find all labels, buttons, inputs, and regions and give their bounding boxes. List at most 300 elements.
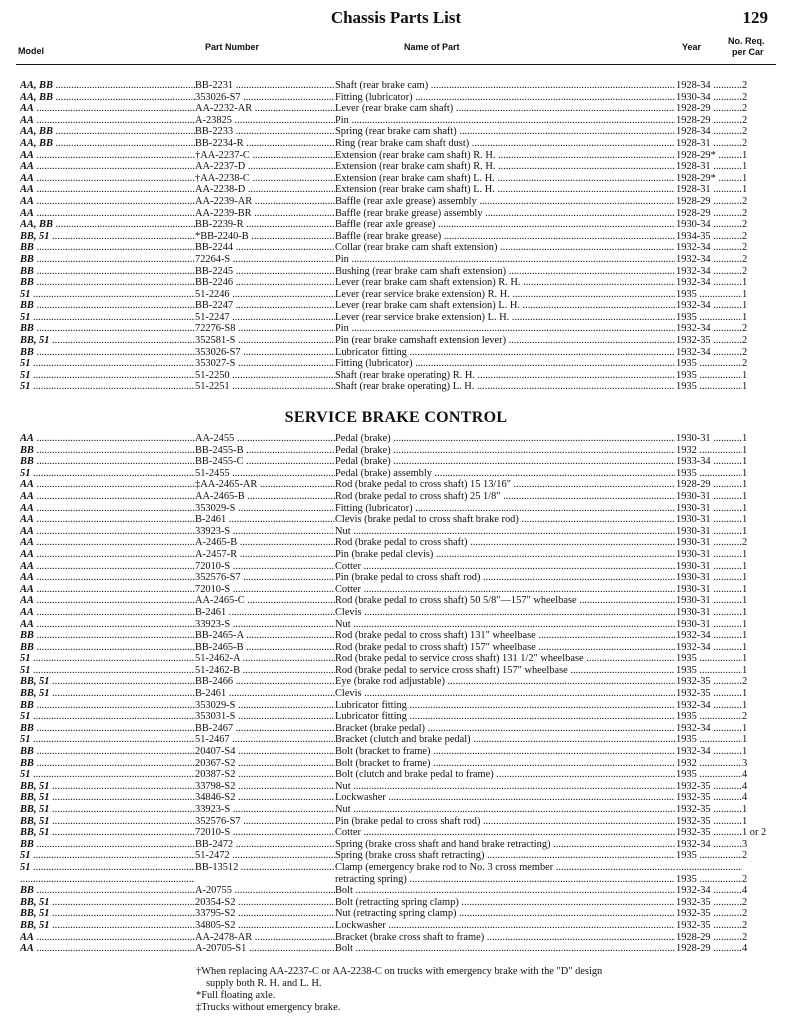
year-cell: 1930-31 ..... (676, 572, 742, 584)
part-name-cell: Lever (rear brake cam shaft) ..... (335, 103, 675, 115)
table-row (0, 688, 792, 700)
model-cell: BB, 51 ..... (20, 792, 195, 804)
year-cell: 1928-34 ..... (676, 126, 742, 138)
part-number-cell: BB-2247 ..... (195, 300, 335, 312)
year-cell: 1935 ..... (676, 289, 742, 301)
table-row (0, 746, 792, 758)
part-name-cell: Lever (rear brake cam shaft extension) R. H. ..... (335, 277, 675, 289)
model-cell: BB ..... (20, 277, 195, 289)
table-row (0, 584, 792, 596)
part-number-cell: 51-2462-A ..... (195, 653, 335, 665)
table-row (0, 561, 792, 573)
part-number-cell: 33798-S2 ..... (195, 781, 335, 793)
part-number-cell: BB-2465-B ..... (195, 642, 335, 654)
part-number-cell: AA-2478-AR ..... (195, 932, 335, 944)
part-number-cell: 353026-S7 ..... (195, 347, 335, 359)
year-cell: 1932-34 ..... (676, 839, 742, 851)
part-number-cell: AA-2239-AR ..... (195, 196, 335, 208)
qty-cell: 2 (742, 253, 748, 265)
qty-cell: 1 (742, 734, 748, 746)
model-cell: AA, BB ..... (20, 219, 195, 231)
part-number-cell: 51-2246 ..... (195, 289, 335, 301)
qty-cell: 1 (742, 369, 748, 381)
qty-cell: 1 (742, 479, 748, 491)
qty-cell: 4 (742, 885, 748, 897)
qty-cell: 1 (742, 444, 748, 456)
part-number-cell: BB-2466 ..... (195, 676, 335, 688)
year-cell: 1932-35 ..... (676, 816, 742, 828)
qty-cell: 1 (742, 502, 748, 514)
year-cell: 1928-29 ..... (676, 196, 742, 208)
table-row (0, 103, 792, 115)
table-row (0, 370, 792, 382)
part-number-cell: 51-2251 ..... (195, 381, 335, 393)
table-row (0, 491, 792, 503)
part-number-cell: 352576-S7 ..... (195, 572, 335, 584)
part-number-cell: BB-2245 ..... (195, 266, 335, 278)
part-name-cell: Bracket (brake cross shaft to frame) ..... (335, 932, 675, 944)
qty-cell: 4 (742, 792, 748, 804)
year-cell: 1935 ..... (676, 370, 742, 382)
model-cell: BB ..... (20, 300, 195, 312)
part-number-cell: 352581-S ..... (195, 335, 335, 347)
part-number-cell: A-2457-R ..... (195, 549, 335, 561)
model-cell: BB ..... (20, 254, 195, 266)
table-row (0, 184, 792, 196)
qty-cell: 3 (742, 757, 748, 769)
year-cell: 1928-31 ..... (676, 184, 742, 196)
model-cell: BB, 51 ..... (20, 908, 195, 920)
model-cell: AA ..... (20, 115, 195, 127)
qty-cell: 1 (742, 664, 748, 676)
part-number-cell: 72010-S ..... (195, 561, 335, 573)
qty-cell: 2 (742, 126, 748, 138)
qty-cell: 2 (742, 103, 748, 115)
table-row (0, 700, 792, 712)
model-cell: AA ..... (20, 503, 195, 515)
table-row (0, 595, 792, 607)
year-cell: 1935 ..... (676, 312, 742, 324)
model-cell: BB, 51 ..... (20, 231, 195, 243)
part-name-cell: Fitting (lubricator) ..... (335, 358, 675, 370)
model-cell: AA ..... (20, 561, 195, 573)
year-cell: 1932 ..... (676, 445, 742, 457)
table-row (0, 839, 792, 851)
qty-cell: 2 (742, 873, 748, 885)
table-row (0, 572, 792, 584)
model-cell: AA, BB ..... (20, 92, 195, 104)
model-cell: BB ..... (20, 445, 195, 457)
model-cell: 51 ..... (20, 381, 195, 393)
model-cell: AA ..... (20, 514, 195, 526)
qty-cell: 4 (742, 943, 748, 955)
part-name-cell: Shaft (rear brake operating) R. H. ..... (335, 370, 675, 382)
year-cell: 1935 ..... (676, 850, 742, 862)
model-cell: AA ..... (20, 619, 195, 631)
part-name-cell: Bolt ..... (335, 943, 675, 955)
part-number-cell: 51-2462-B ..... (195, 665, 335, 677)
qty-cell: 1 (742, 490, 748, 502)
model-cell: BB ..... (20, 456, 195, 468)
year-cell: 1935 ..... (676, 468, 742, 480)
part-name-cell: Pin ..... (335, 323, 675, 335)
part-name-cell: Rod (brake pedal to cross shaft) 157" wheelbase ..... (335, 642, 675, 654)
model-cell: BB ..... (20, 630, 195, 642)
part-name-cell: Clevis ..... (335, 607, 675, 619)
part-name-cell: Extension (rear brake cam shaft) L. H. ..... (335, 184, 675, 196)
part-name-cell: Lubricator fitting ..... (335, 347, 675, 359)
part-name-cell: Nut ..... (335, 526, 675, 538)
part-name-cell: Bushing (rear brake cam shaft extension) ..... (335, 266, 675, 278)
col-name-header: Name of Part (404, 42, 460, 52)
year-cell: 1932-34 ..... (676, 630, 742, 642)
year-cell: 1933-34 ..... (676, 456, 742, 468)
table-row (0, 468, 792, 480)
part-number-cell: BB-2472 ..... (195, 839, 335, 851)
table-row (0, 676, 792, 688)
year-cell (676, 862, 742, 874)
part-number-cell: AA-2232-AR ..... (195, 103, 335, 115)
part-number-cell: 51-2455 ..... (195, 468, 335, 480)
part-name-cell: Pin ..... (335, 115, 675, 127)
table-row (0, 479, 792, 491)
part-number-cell: BB-2455-C ..... (195, 456, 335, 468)
part-name-cell: Cotter ..... (335, 561, 675, 573)
year-cell: 1928-29 ..... (676, 208, 742, 220)
part-number-cell: ‡AA-2465-AR ..... (195, 479, 335, 491)
model-cell: BB ..... (20, 746, 195, 758)
table-row (0, 711, 792, 723)
model-cell: AA, BB ..... (20, 138, 195, 150)
year-cell: 1930-31 ..... (676, 584, 742, 596)
qty-cell: 1 (742, 653, 748, 665)
part-number-cell: 33923-S ..... (195, 526, 335, 538)
footnote-double-dagger: ‡Trucks without emergency brake. (196, 1002, 341, 1013)
model-cell: 51 ..... (20, 850, 195, 862)
part-number-cell: 353031-S ..... (195, 711, 335, 723)
table-row (0, 920, 792, 932)
qty-cell: 1 (742, 311, 748, 323)
table-row (0, 150, 792, 162)
model-cell: BB, 51 ..... (20, 816, 195, 828)
table-row (0, 289, 792, 301)
part-name-cell: Rod (brake pedal to cross shaft) 131" wheelbase ..... (335, 630, 675, 642)
model-cell: AA ..... (20, 943, 195, 955)
model-cell: BB ..... (20, 758, 195, 770)
part-number-cell: BB-2233 ..... (195, 126, 335, 138)
table-row (0, 300, 792, 312)
year-cell: 1935 ..... (676, 711, 742, 723)
table-row (0, 792, 792, 804)
part-number-cell: 353029-S ..... (195, 700, 335, 712)
parts-table-top (0, 80, 792, 393)
table-row (0, 665, 792, 677)
year-cell: 1928-29* ..... (676, 150, 742, 162)
part-number-cell: 353029-S ..... (195, 503, 335, 515)
table-row (0, 254, 792, 266)
qty-cell: 2 (742, 850, 748, 862)
part-number-cell: AA-2239-BR ..... (195, 208, 335, 220)
year-cell: 1930-31 ..... (676, 549, 742, 561)
year-cell: 1930-31 ..... (676, 607, 742, 619)
year-cell: 1928-31 ..... (676, 161, 742, 173)
table-row (0, 607, 792, 619)
qty-cell: 2 (742, 711, 748, 723)
year-cell: 1932-35 ..... (676, 897, 742, 909)
qty-cell: 2 (742, 346, 748, 358)
qty-cell: 2 (742, 207, 748, 219)
model-cell: BB, 51 ..... (20, 688, 195, 700)
table-row (0, 433, 792, 445)
qty-cell: 1 (742, 746, 748, 758)
part-number-cell: 20367-S2 ..... (195, 758, 335, 770)
qty-cell: 3 (742, 838, 748, 850)
model-cell: 51 ..... (20, 468, 195, 480)
model-cell: AA ..... (20, 595, 195, 607)
part-number-cell: B-2461 ..... (195, 688, 335, 700)
model-cell: 51 ..... (20, 358, 195, 370)
footnotes (196, 966, 776, 1014)
part-number-cell: BB-2455-B ..... (195, 445, 335, 457)
year-cell: 1932-35 ..... (676, 676, 742, 688)
model-cell: BB ..... (20, 700, 195, 712)
part-name-cell: Bracket (clutch and brake pedal) ..... (335, 734, 675, 746)
table-row (0, 231, 792, 243)
part-name-cell: Eye (brake rod adjustable) ..... (335, 676, 675, 688)
table-row (0, 138, 792, 150)
qty-cell: 1 (742, 804, 748, 815)
part-number-cell: 72276-S8 ..... (195, 323, 335, 335)
qty-cell: 2 (742, 230, 748, 242)
qty-cell: 1 (742, 699, 748, 711)
qty-cell: 4 (742, 780, 748, 792)
part-name-cell: Bracket (brake pedal) ..... (335, 723, 675, 735)
model-cell: BB ..... (20, 323, 195, 335)
model-cell: 51 ..... (20, 734, 195, 746)
part-number-cell: BB-13512 ..... (195, 862, 335, 874)
year-cell: 1932-34 ..... (676, 700, 742, 712)
year-cell: 1930-31 ..... (676, 503, 742, 515)
year-cell: 1935 ..... (676, 874, 742, 886)
year-cell: 1930-31 ..... (676, 561, 742, 573)
part-number-cell: BB-2234-R ..... (195, 138, 335, 150)
part-name-cell: Spring (rear brake cam shaft) ..... (335, 126, 675, 138)
page-title: Chassis Parts List (330, 8, 462, 27)
year-cell: 1932-35 ..... (676, 827, 742, 839)
header-rule (16, 64, 776, 65)
part-name-cell: Lever (rear service brake extension) R. H. ..... (335, 289, 675, 301)
part-name-cell: Rod (brake pedal to cross shaft) ..... (335, 537, 675, 549)
table-row (0, 196, 792, 208)
part-number-cell: 20387-S2 ..... (195, 769, 335, 781)
page-number: 129 (742, 8, 768, 27)
part-name-cell: Rod (brake pedal to cross shaft) 15 13/16" ..... (335, 479, 675, 491)
year-cell: 1928-29 ..... (676, 479, 742, 491)
part-name-cell: Pin (rear brake camshaft extension lever) ..... (335, 335, 675, 347)
qty-cell: 1 (742, 688, 748, 700)
table-row (0, 619, 792, 631)
year-cell: 1928-29 ..... (676, 932, 742, 944)
qty-cell: 2 (742, 137, 748, 149)
year-cell: 1930-34 ..... (676, 219, 742, 231)
model-cell: BB, 51 ..... (20, 335, 195, 347)
model-cell: BB, 51 ..... (20, 827, 195, 839)
model-cell: 51 ..... (20, 665, 195, 677)
table-row (0, 219, 792, 231)
part-name-cell: Nut (retracting spring clamp) ..... (335, 908, 675, 920)
part-number-cell: †AA-2238-C ..... (195, 173, 335, 185)
table-row (0, 335, 792, 347)
part-name-cell: Baffle (rear brake grease) assembly ..... (335, 208, 675, 220)
part-name-cell: Pin (brake pedal clevis) ..... (335, 549, 675, 561)
part-number-cell: AA-2465-B ..... (195, 491, 335, 503)
part-number-cell: 353026-S7 ..... (195, 92, 335, 104)
model-cell: AA ..... (20, 607, 195, 619)
part-number-cell: 51-2250 ..... (195, 370, 335, 382)
qty-cell: 1 (742, 618, 748, 630)
year-cell: 1932-34 ..... (676, 277, 742, 289)
part-number-cell: AA-2237-D ..... (195, 161, 335, 173)
part-number-cell: 51-2472 ..... (195, 850, 335, 862)
year-cell: 1930-31 ..... (676, 595, 742, 607)
qty-cell: 1 (742, 815, 748, 827)
table-row (0, 908, 792, 920)
table-row (0, 804, 792, 816)
part-name-cell: Pedal (brake) ..... (335, 445, 675, 457)
part-number-cell: A-23825 ..... (195, 115, 335, 127)
year-cell: 1935 ..... (676, 769, 742, 781)
qty-cell: 2 (742, 908, 748, 920)
part-name-cell: Extension (rear brake cam shaft) L. H. ..... (335, 173, 675, 185)
table-row (0, 862, 792, 874)
part-name-cell: Rod (brake pedal to service cross shaft) 157" wheelbase ..... (335, 665, 675, 677)
model-cell: AA ..... (20, 932, 195, 944)
part-number-cell: 20407-S4 ..... (195, 746, 335, 758)
part-number-cell: BB-2246 ..... (195, 277, 335, 289)
table-row (0, 514, 792, 526)
qty-cell: 2 (742, 80, 748, 91)
part-number-cell: 20354-S2 ..... (195, 897, 335, 909)
table-row (0, 526, 792, 538)
model-cell: BB ..... (20, 347, 195, 359)
part-name-cell: Bolt (bracket to frame) ..... (335, 746, 675, 758)
table-row (0, 266, 792, 278)
model-cell: AA ..... (20, 433, 195, 445)
part-name-cell: Baffle (rear brake grease) ..... (335, 231, 675, 243)
qty-cell: 1 (742, 149, 748, 161)
qty-cell: 1 (742, 381, 748, 393)
model-cell: AA ..... (20, 184, 195, 196)
model-cell: AA, BB ..... (20, 80, 195, 92)
table-row (0, 549, 792, 561)
model-cell: AA ..... (20, 103, 195, 115)
year-cell: 1932-35 ..... (676, 920, 742, 932)
model-cell: AA ..... (20, 526, 195, 538)
table-row (0, 827, 792, 839)
qty-cell: 1 (742, 277, 748, 289)
part-number-cell: BB-2467 ..... (195, 723, 335, 735)
qty-cell: 2 (742, 323, 748, 335)
qty-cell: 2 (742, 91, 748, 103)
part-number-cell: B-2461 ..... (195, 514, 335, 526)
part-number-cell: *BB-2240-B ..... (195, 231, 335, 243)
year-cell: 1928-31 ..... (676, 138, 742, 150)
part-number-cell: 72010-S ..... (195, 584, 335, 596)
table-row (0, 242, 792, 254)
part-number-cell: A-20705-S1 ..... (195, 943, 335, 955)
qty-cell: 1 (742, 560, 748, 572)
year-cell: 1935 ..... (676, 653, 742, 665)
year-cell: 1930-31 ..... (676, 526, 742, 538)
model-cell: BB ..... (20, 839, 195, 851)
table-row (0, 115, 792, 127)
footnote-dagger: †When replacing AA-2237-C or AA-2238-C on trucks with emergency brake with the "D" design (196, 966, 603, 977)
part-number-cell: 352576-S7 ..... (195, 816, 335, 828)
parts-table-service-brake (0, 433, 792, 955)
year-cell: 1928-29 ..... (676, 943, 742, 955)
qty-cell: 1 (742, 288, 748, 300)
column-headers (0, 36, 792, 60)
table-row (0, 126, 792, 138)
qty-cell: 1 (742, 433, 748, 444)
table-row (0, 943, 792, 955)
part-name-cell: Baffle (rear axle grease) ..... (335, 219, 675, 231)
qty-cell: 1 (742, 606, 748, 618)
part-name-cell: Pedal (brake) ..... (335, 456, 675, 468)
qty-cell: 2 (742, 219, 748, 231)
table-row (0, 456, 792, 468)
model-cell: 51 ..... (20, 653, 195, 665)
qty-cell: 2 (742, 537, 748, 549)
table-row (0, 769, 792, 781)
year-cell: 1928-29* ..... (676, 173, 742, 185)
part-name-cell: Rod (brake pedal to cross shaft) 25 1/8" ..... (335, 491, 675, 503)
section-title: SERVICE BRAKE CONTROL (284, 409, 508, 426)
year-cell: 1932-35 ..... (676, 804, 742, 816)
col-qty-header-line2: per Car (732, 47, 764, 57)
qty-cell: 2 (742, 242, 748, 254)
part-name-cell: Clevis (brake pedal to cross shaft brake rod) ..... (335, 514, 675, 526)
footnote-star: *Full floating axle. (196, 990, 276, 1001)
table-row (0, 381, 792, 393)
qty-cell: 1 (742, 548, 748, 560)
year-cell: 1932-34 ..... (676, 746, 742, 758)
model-cell: BB, 51 ..... (20, 676, 195, 688)
year-cell: 1928-34 ..... (676, 80, 742, 92)
part-name-cell: Ring (rear brake cam shaft dust) ..... (335, 138, 675, 150)
table-row (0, 92, 792, 104)
qty-cell: 1 (742, 172, 748, 184)
part-name-cell: Rod (brake pedal to cross shaft) 50 5/8"—157" wheelbase ..... (335, 595, 675, 607)
part-name-cell: Lockwasher ..... (335, 920, 675, 932)
year-cell: 1932-35 ..... (676, 792, 742, 804)
year-cell: 1932-34 ..... (676, 266, 742, 278)
model-cell: AA ..... (20, 173, 195, 185)
model-cell: AA ..... (20, 479, 195, 491)
part-name-cell: Clamp (emergency brake rod to No. 3 cross member ..... (335, 862, 675, 874)
year-cell: 1930-31 ..... (676, 537, 742, 549)
table-row (0, 734, 792, 746)
part-number-cell: A-20755 ..... (195, 885, 335, 897)
qty-cell: 2 (742, 676, 748, 688)
model-cell: AA ..... (20, 196, 195, 208)
part-number-cell: 51-2247 ..... (195, 312, 335, 324)
part-name-cell: Lubricator fitting ..... (335, 711, 675, 723)
model-cell: BB ..... (20, 885, 195, 897)
model-cell: BB ..... (20, 242, 195, 254)
part-name-cell: Pin ..... (335, 254, 675, 266)
qty-cell: 1 (742, 467, 748, 479)
